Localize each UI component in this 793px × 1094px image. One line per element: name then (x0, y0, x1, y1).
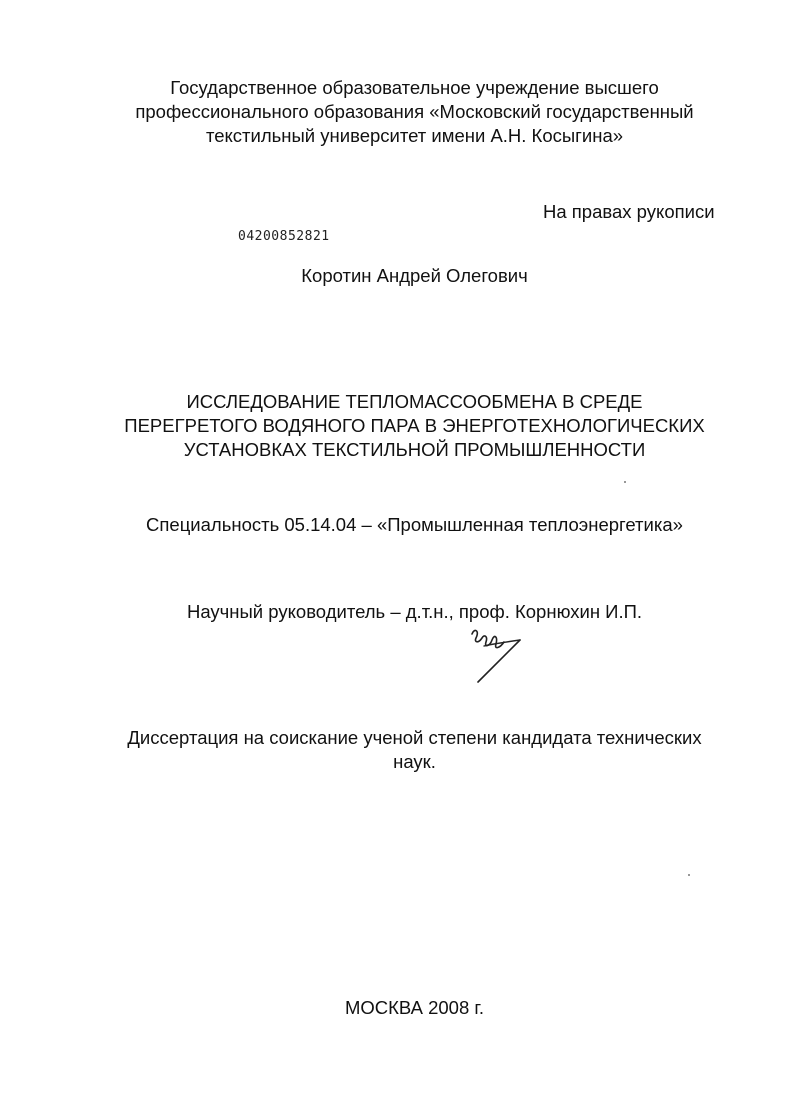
scan-speck (624, 481, 626, 483)
title-line-3: УСТАНОВКАХ ТЕКСТИЛЬНОЙ ПРОМЫШЛЕННОСТИ (183, 439, 646, 460)
signature-mark (462, 622, 532, 686)
specialty: Специальность 05.14.04 – «Промышленная теплоэнергетика» (146, 514, 683, 535)
institution-line-1: Государственное образовательное учреждение высшего (170, 77, 659, 98)
dissertation-line-2: наук. (393, 751, 436, 772)
author-name: Коротин Андрей Олегович (301, 265, 528, 286)
dissertation-title (0, 390, 793, 462)
dissertation-statement (0, 726, 793, 774)
dissertation-line-1: Диссертация на соискание ученой степени кандидата технических (127, 727, 702, 748)
institution-line-3: текстильный университет имени А.Н. Косыгина» (205, 125, 624, 146)
document-number: 04200852821 (238, 229, 330, 244)
rights-notice: На правах рукописи (543, 201, 715, 222)
title-line-2: ПЕРЕГРЕТОГО ВОДЯНОГО ПАРА В ЭНЕРГОТЕХНОЛОГИЧЕСКИХ (124, 415, 705, 436)
institution-header (0, 76, 793, 148)
city-year: МОСКВА 2008 г. (344, 997, 485, 1018)
scientific-advisor: Научный руководитель – д.т.н., проф. Корнюхин И.П. (186, 601, 643, 622)
title-line-1: ИССЛЕДОВАНИЕ ТЕПЛОМАССООБМЕНА В СРЕДЕ (186, 391, 643, 412)
scan-speck (688, 874, 690, 876)
institution-line-2: профессионального образования «Московский государственный (135, 101, 694, 122)
